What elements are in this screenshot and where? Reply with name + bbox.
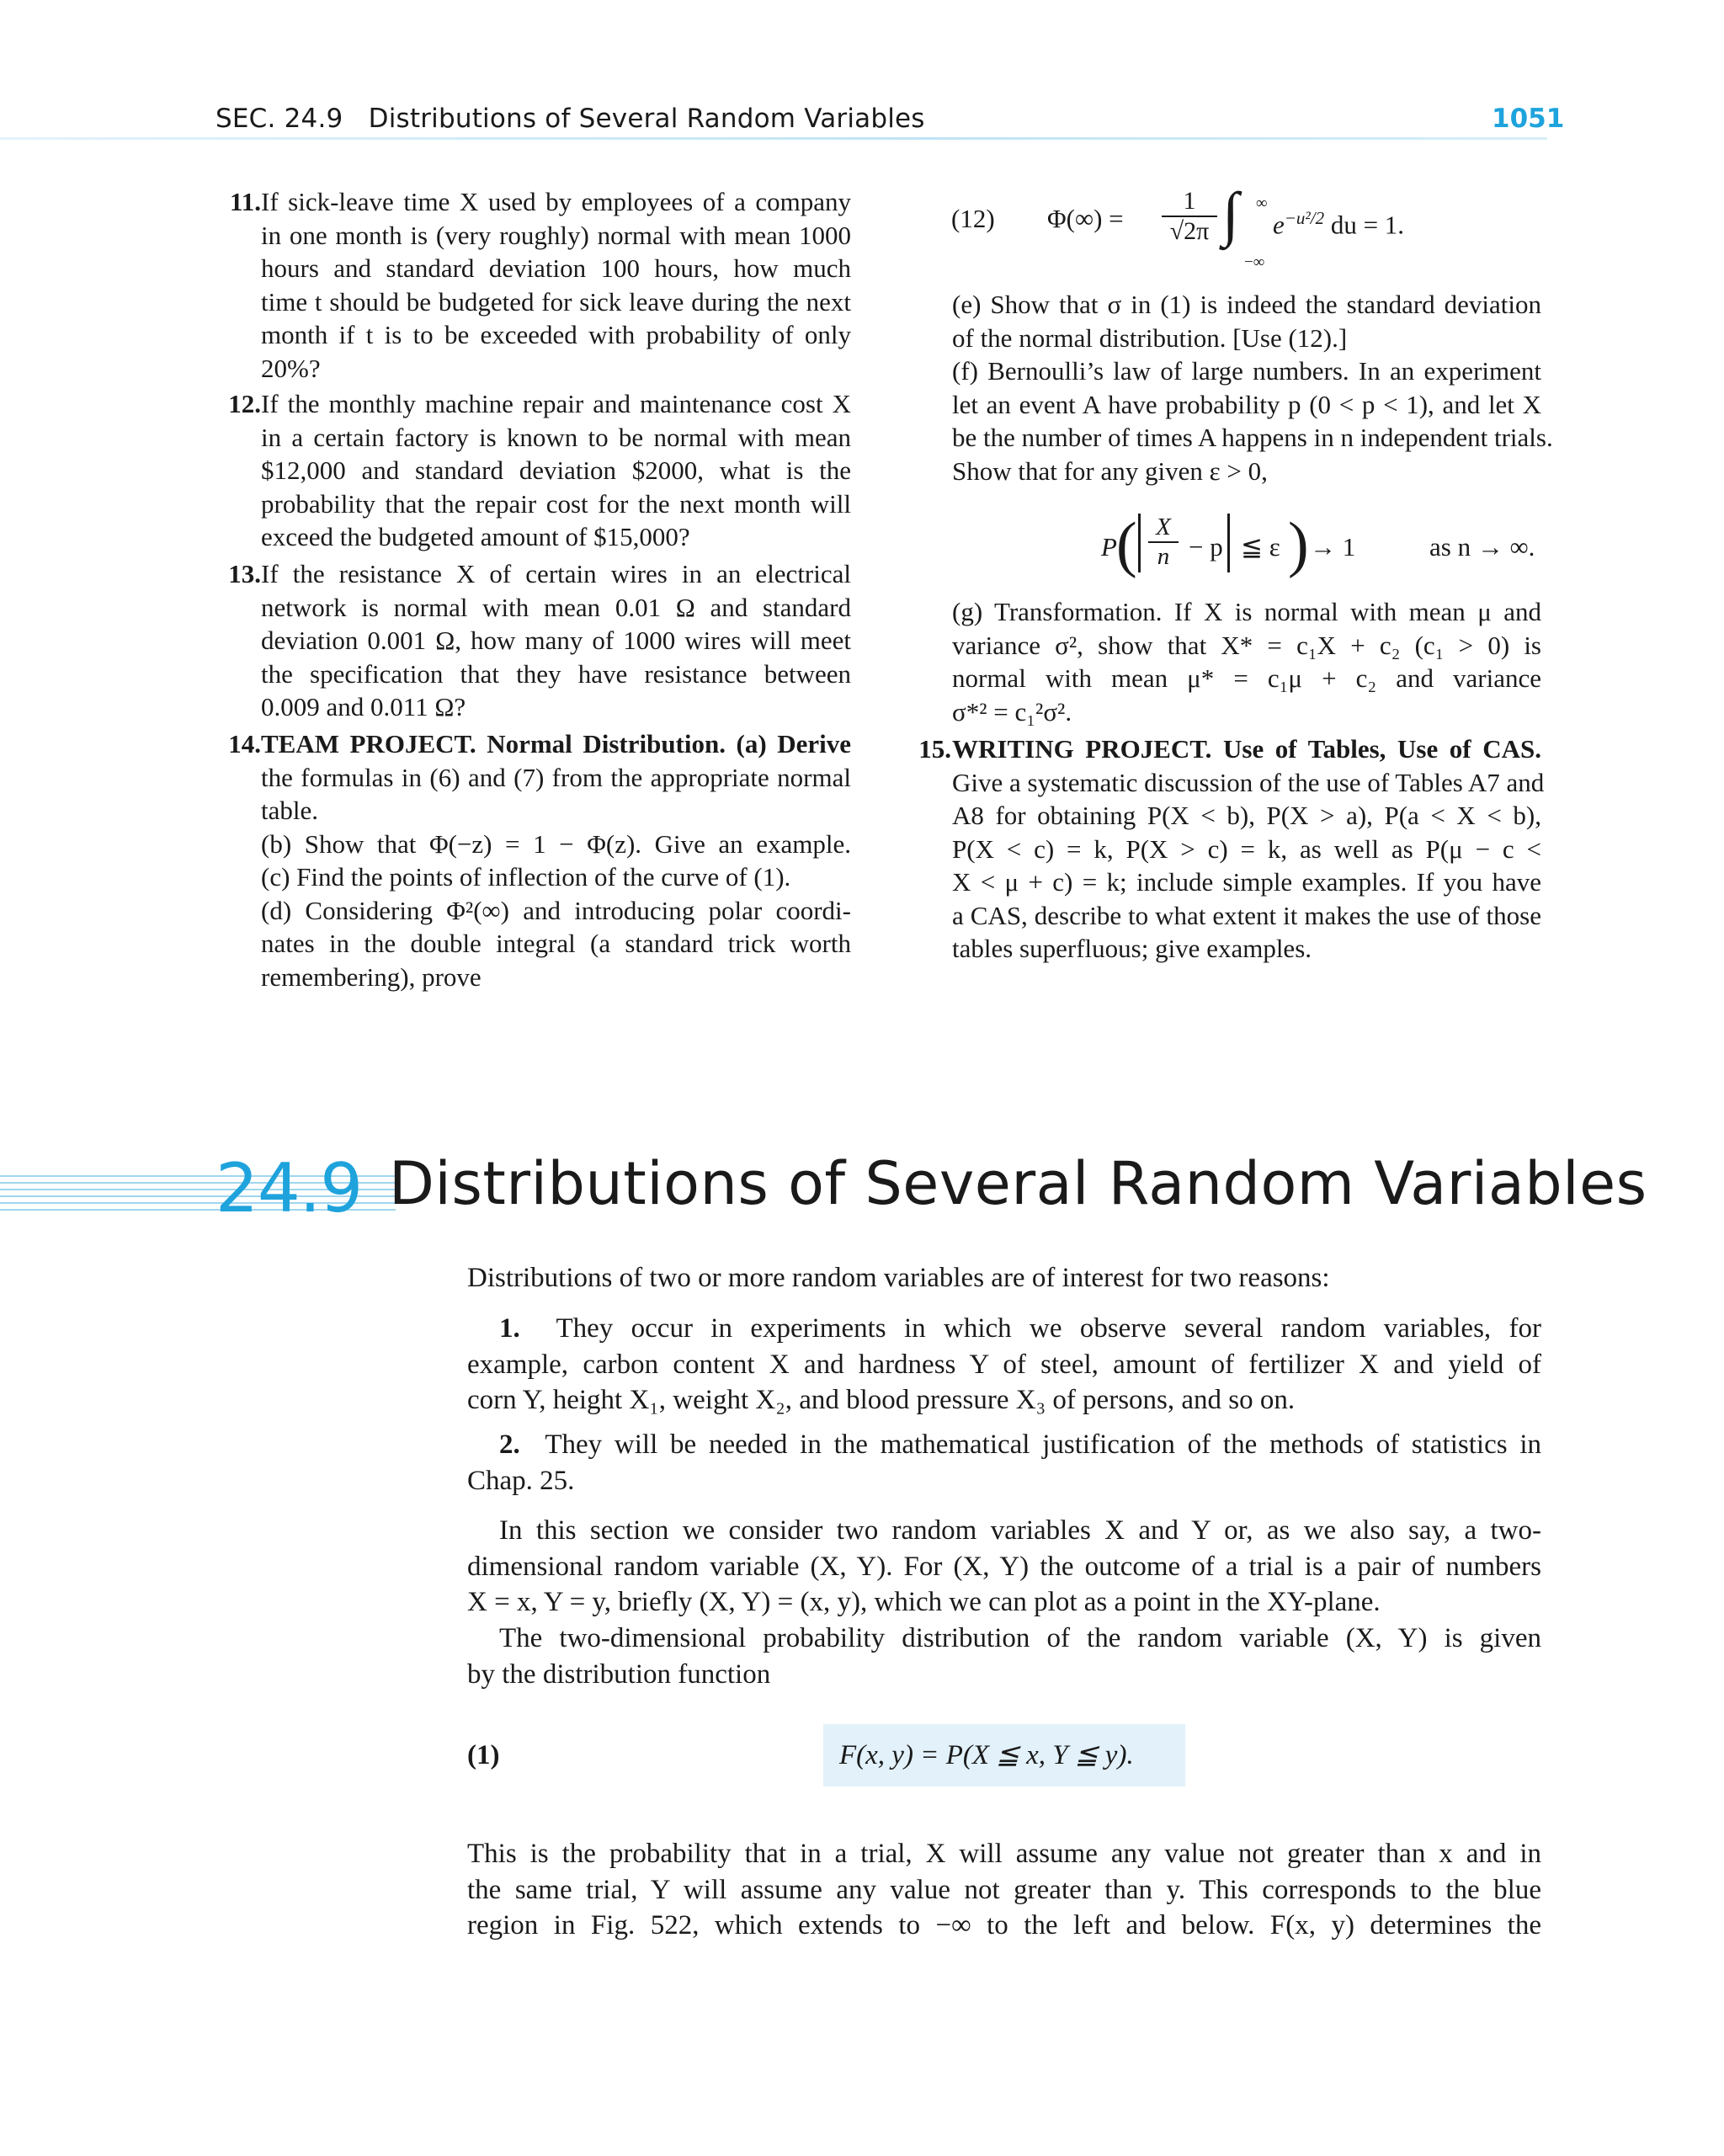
text-line: in a certain factory is known to be normal with mean: [261, 422, 851, 452]
text-line: σ*² = c₁²σ².: [952, 696, 1072, 727]
text-line: normal with mean μ* = c₁μ + c₂ and variance: [952, 663, 1541, 693]
header-section-title: Distributions of Several Random Variables: [368, 104, 925, 134]
text-line: 20%?: [261, 353, 321, 383]
bernoulli-fraction: [1148, 514, 1179, 571]
integrand-base: e: [1273, 210, 1285, 240]
text-line: X = x, Y = y, briefly (X, Y) = (x, y), which we can plot as a point in the XY-plane.: [467, 1587, 1381, 1617]
text-line: nates in the double integral (a standard trick worth: [261, 929, 851, 958]
integral-lower-limit: −∞: [1244, 253, 1265, 271]
text-line: If the resistance X of certain wires in an electrical: [261, 559, 851, 588]
text-line: Show that for any given ε > 0,: [952, 455, 1268, 486]
text-line: In this section we consider two random variables X and Y or, as we also say, a two-: [499, 1515, 1541, 1546]
text-line: the specification that they have resistance between: [261, 658, 851, 689]
text-line: probability that the repair cost for the next month will: [261, 488, 851, 519]
integrand-exponent: −u²/2: [1284, 208, 1325, 228]
item-number: 2.: [499, 1429, 520, 1460]
problem-number: 12.: [228, 389, 261, 418]
abs-bar-right: [1227, 514, 1230, 572]
problem-text: [952, 732, 1545, 966]
fraction-denominator: √2π: [1162, 216, 1217, 246]
item-text: They occur in experiments in which we observe several random variables, for: [556, 1313, 1542, 1344]
text-line: [467, 1311, 1541, 1347]
section-number: 24.9: [216, 1149, 363, 1227]
problem-number: 14.: [228, 729, 261, 759]
text-line: the same trial, Y will assume any value not greater than y. This corresponds to the blue: [467, 1874, 1541, 1905]
part-e: [952, 288, 1541, 354]
bernoulli-limit: → 1: [1310, 532, 1356, 562]
bernoulli-P: P: [1101, 532, 1117, 562]
fraction-numerator: 1: [1183, 187, 1196, 215]
fraction-numerator: X: [1156, 514, 1171, 540]
text-line: $12,000 and standard deviation $2000, what is the: [261, 455, 851, 485]
text-line: a CAS, describe to what extent it makes the use of those: [952, 900, 1541, 930]
text-line: variance σ², show that X* = c₁X + c₂ (c₁ > 0) is: [952, 630, 1541, 660]
intro-line: Distributions of two or more random variables are of interest for two reasons:: [467, 1263, 1330, 1293]
text-line: region in Fig. 522, which extends to −∞ to the left and below. F(x, y) determines the: [467, 1910, 1541, 1940]
text-line: (e) Show that σ in (1) is indeed the standard deviation: [952, 290, 1541, 319]
problem-text: [261, 727, 851, 993]
text-line: WRITING PROJECT. Use of Tables, Use of CAS.: [952, 734, 1541, 764]
text-line: Chap. 25.: [467, 1465, 575, 1496]
eq12-fraction: [1160, 187, 1219, 246]
part-g: [952, 595, 1541, 728]
bernoulli-mid: − p: [1189, 532, 1223, 562]
bernoulli-tail: ≦ ε: [1241, 532, 1280, 562]
problem-number: 13.: [228, 559, 261, 588]
abs-bar-left: [1138, 514, 1141, 572]
text-line: network is normal with mean 0.01 Ω and standard: [261, 592, 851, 622]
text-line: month if t is to be exceeded with probability of only: [261, 320, 851, 349]
bernoulli-close-paren: ): [1288, 510, 1309, 579]
list-item-1: [467, 1311, 1541, 1419]
text-line: deviation 0.001 Ω, how many of 1000 wires will meet: [261, 626, 851, 655]
text-line: hours and standard deviation 100 hours, how much: [261, 253, 851, 283]
problem-number: 15.: [918, 734, 951, 764]
text-line: Give a systematic discussion of the use of Tables A7 and: [952, 767, 1545, 797]
integral-sign: ∫: [1222, 180, 1239, 248]
text-line: let an event A have probability p (0 < p < 1), and let X: [952, 389, 1541, 419]
text-line: remembering), prove: [261, 961, 482, 992]
text-line: time t should be budgeted for sick leave during the next: [261, 286, 851, 317]
text-line: of the normal distribution. [Use (12).]: [952, 322, 1348, 353]
text-line: (f) Bernoulli’s law of large numbers. In an experiment: [952, 356, 1541, 386]
text-line: dimensional random variable (X, Y). For (X, Y) the outcome of a trial is a pair of numbers: [467, 1551, 1541, 1582]
text-line: by the distribution function: [467, 1658, 771, 1690]
header-rule: [0, 137, 1547, 140]
text-line: If the monthly machine repair and maintenance cost X: [261, 389, 851, 418]
fraction-denominator: n: [1148, 541, 1179, 571]
text-line: This is the probability that in a trial, X will assume any value not greater than x and in: [467, 1839, 1541, 1869]
equation-1-label: (1): [467, 1740, 500, 1770]
problem-text: [261, 387, 851, 554]
text-line: X < μ + c) = k; include simple examples. If you have: [952, 867, 1541, 897]
list-item-2: [467, 1427, 1541, 1499]
text-line: The two-dimensional probability distribution of the random variable (X, Y) is given: [499, 1623, 1541, 1653]
text-line: (d) Considering Φ²(∞) and introducing polar coordi-: [261, 895, 851, 925]
eq12-integrand: [1273, 202, 1404, 242]
text-line: table.: [261, 796, 318, 825]
text-line: 0.009 and 0.011 Ω?: [261, 692, 466, 721]
problem-text: [261, 185, 851, 385]
text-line: TEAM PROJECT. Normal Distribution. (a) Derive: [261, 729, 851, 759]
item-text: They will be needed in the mathematical justification of the methods of statistics in: [545, 1429, 1542, 1460]
page-number: 1051: [1492, 104, 1565, 134]
text-line: be the number of times A happens in n independent trials.: [952, 423, 1553, 452]
bernoulli-open-paren: (: [1116, 510, 1137, 579]
text-line: (g) Transformation. If X is normal with mean μ and: [952, 597, 1541, 626]
paragraph-3: [467, 1836, 1541, 1944]
text-line: (c) Find the points of inflection of the curve of (1).: [261, 862, 791, 892]
paragraph-1: [467, 1513, 1541, 1621]
text-line: exceed the budgeted amount of $15,000?: [261, 522, 690, 551]
eq12-tail: du = 1.: [1330, 210, 1405, 240]
part-f: [952, 354, 1553, 487]
problem-text: [261, 557, 851, 724]
text-line: If sick-leave time X used by employees of a company: [261, 187, 851, 216]
text-line: A8 for obtaining P(X < b), P(X > a), P(a < X < b),: [952, 801, 1541, 830]
section-title: Distributions of Several Random Variables: [389, 1149, 1647, 1218]
equation-1: F(x, y) = P(X ≦ x, Y ≦ y).: [839, 1740, 1134, 1770]
text-line: [467, 1427, 1541, 1463]
integral-upper-limit: ∞: [1256, 194, 1268, 212]
header-section-label: SEC. 24.9: [216, 104, 343, 134]
text-line: example, carbon content X and hardness Y of steel, amount of fertilizer X and yield of: [467, 1349, 1541, 1380]
eq12-label: (12): [951, 204, 995, 233]
text-line: corn Y, height X₁, weight X₂, and blood pressure X₃ of persons, and so on.: [467, 1385, 1296, 1415]
item-number: 1.: [499, 1313, 520, 1344]
running-header: [216, 104, 925, 134]
text-line: in one month is (very roughly) normal with mean 1000: [261, 220, 851, 250]
bernoulli-condition: as n → ∞.: [1429, 532, 1535, 562]
text-line: tables superfluous; give examples.: [952, 934, 1312, 963]
problem-number: 11.: [229, 187, 261, 216]
text-line: the formulas in (6) and (7) from the appropriate normal: [261, 762, 851, 792]
text-line: P(X < c) = k, P(X > c) = k, as well as P(μ − c <: [952, 833, 1541, 864]
paragraph-2: [467, 1621, 1541, 1692]
text-line: (b) Show that Φ(−z) = 1 − Φ(z). Give an example.: [261, 828, 851, 859]
eq12-lhs: Φ(∞) =: [1047, 204, 1124, 233]
